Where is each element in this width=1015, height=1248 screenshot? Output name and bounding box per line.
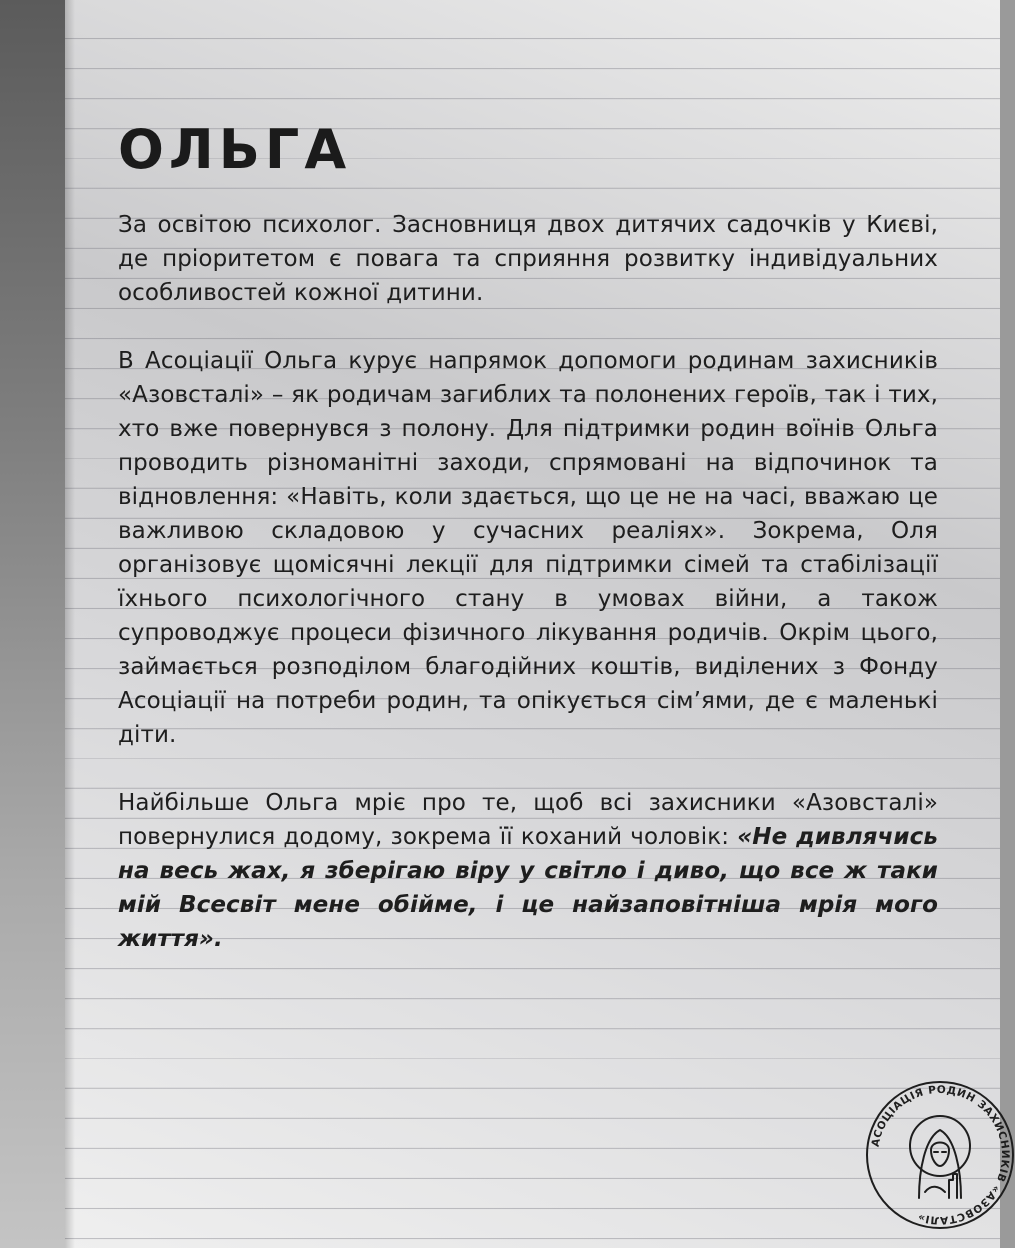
- logo-outer-ring: [867, 1082, 1013, 1228]
- paragraph-dream: [118, 786, 938, 956]
- dream-intro-text: Найбільше Ольга мріє про те, щоб всі захисники «Азовсталі» повернулися додому, зокрема її коханий чоловік:: [118, 790, 938, 850]
- association-logo: [865, 1080, 1015, 1230]
- logo-ring-text: АСОЦІАЦІЯ РОДИН ЗАХИСНИКІВ «АЗОВСТАЛІ»: [869, 1083, 1012, 1227]
- dream-quote: «Не дивлячись на весь жах, я зберігаю віру у світло і диво, що все ж таки мій Всесвіт мене обійме, і це найзаповітніша мрія мого життя».: [118, 824, 939, 952]
- notebook-page: [65, 0, 1012, 1248]
- paragraph-education: За освітою психолог. Засновниця двох дитячих садочків у Києві, де пріоритетом є повага та сприяння розвитку індивідуальних особливостей кожної дитини.: [118, 212, 938, 306]
- binder-spine: [0, 0, 65, 1248]
- page-title: ОЛЬГА: [118, 118, 352, 181]
- article-body: [118, 208, 938, 990]
- paragraph-association-role: В Асоціації Ольга курує напрямок допомоги родинам захисників «Азовсталі» – як родичам загиблих та полонених героїв, так і тих, хто вже повернувся з полону. Для підтримки родин воїнів Ольга проводить різноманітні заходи, спрямовані на відпочинок та відновлення: «Навіть, коли здається, що це не на часі, вважаю це важливою складовою у сучасних реаліях». Зокрема, Оля організовує щомісячні лекції для підтримки сімей та стабілізації їхнього психологічного стану в умовах війни, а також супроводжує процеси фізичного лікування родичів. Окрім цього, займається розподілом благодійних коштів, виділених з Фонду Асоціації на потреби родин, та опікується сім’ями, де є маленькі діти.: [118, 348, 938, 748]
- madonna-emblem-icon: [910, 1116, 970, 1198]
